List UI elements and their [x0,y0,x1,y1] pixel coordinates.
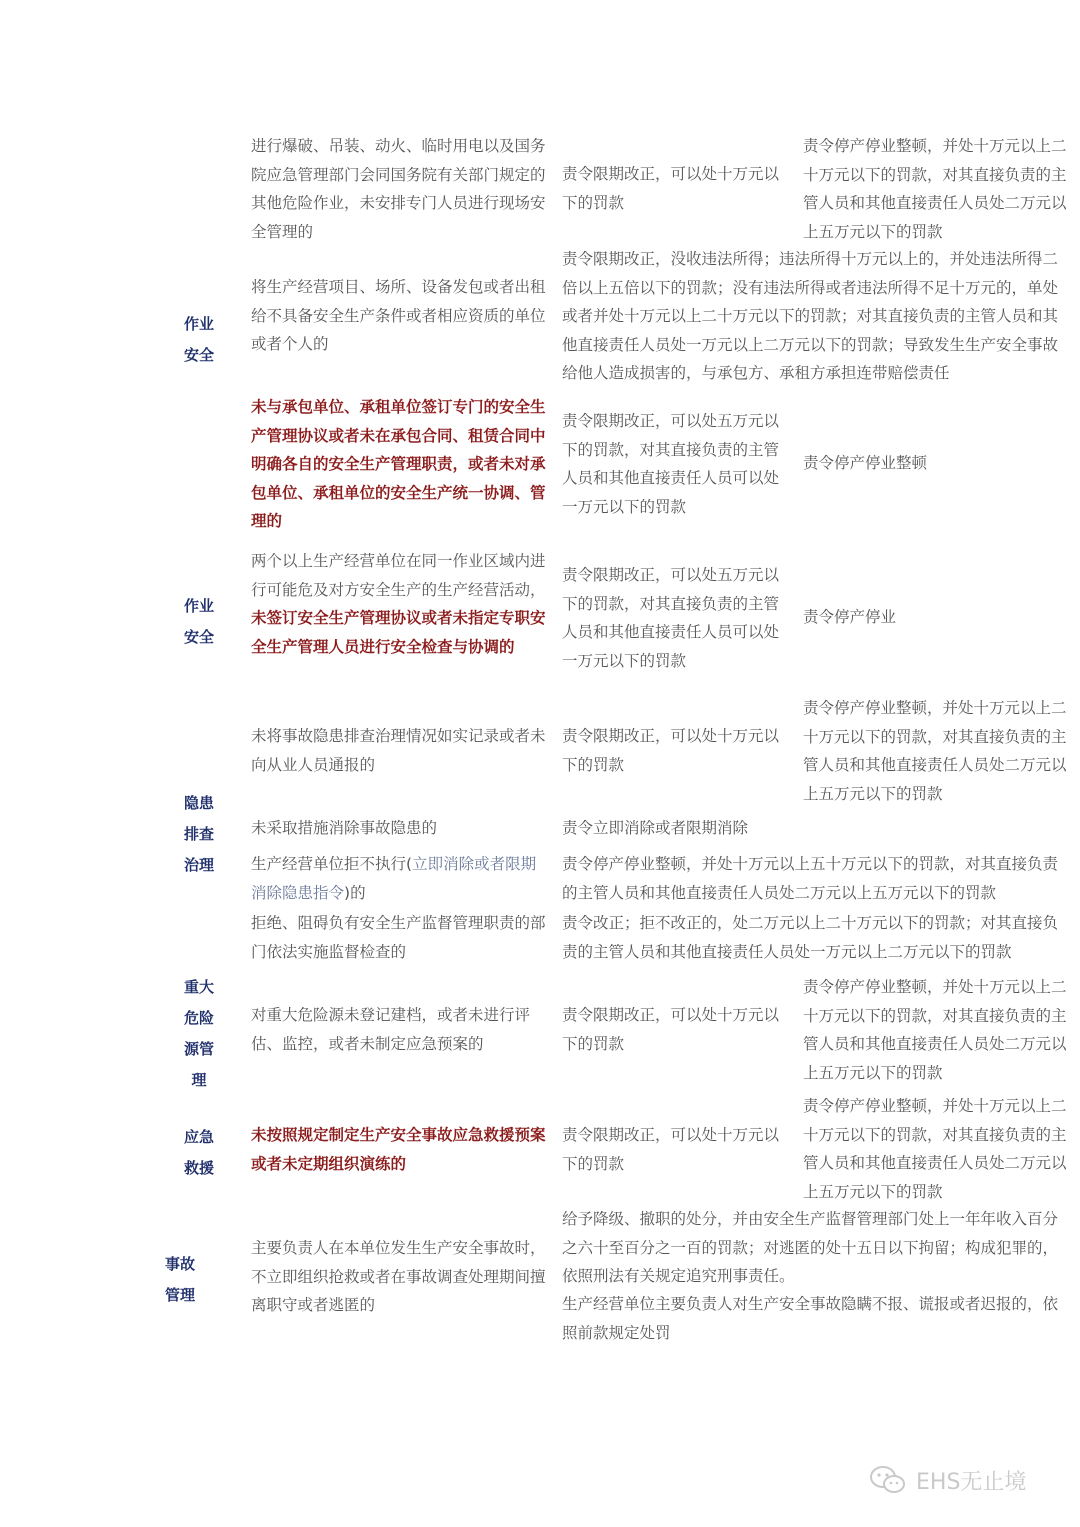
penalty-text: 责令停产停业整顿，并处十万元以上二十万元以下的罚款，对其直接负责的主管人员和其他直接责任人员处二万元以上五万元以下的罚款 [803,699,1067,803]
penalty-text: 责令限期改正，可以处十万元以下的罚款 [562,727,780,774]
category-label: 重大 危险 源管 理 [183,978,214,1089]
category-label: 应急 救援 [183,1128,214,1177]
penalty-text: 责令停产停业整顿，并处十万元以上二十万元以下的罚款，对其直接负责的主管人员和其他直接责任人员处二万元以上五万元以下的罚款 [803,137,1067,241]
penalty-text: 责令停产停业整顿，并处十万元以上二十万元以下的罚款，对其直接负责的主管人员和其他直接责任人员处二万元以上五万元以下的罚款 [803,978,1067,1082]
category-label: 隐患 排查 治理 [183,794,214,874]
violation-text: 未将事故隐患排查治理情况如实记录或者未向从业人员通报的 [251,727,546,774]
watermark-text: EHS无止境 [916,1469,1027,1495]
penalty-text: 责令停产停业整顿 [803,454,928,472]
violation-text: 对重大危险源未登记建档，或者未进行评估、监控，或者未制定应急预案的 [251,1006,531,1053]
penalty-text: 责令限期改正，没收违法所得；违法所得十万元以上的，并处违法所得二倍以上五倍以下的罚款；没有违法所得或者违法所得不足十万元的，单处或者并处十万元以上二十万元以下的罚款；对其直接负责的主管人员和其他直接责任人员处一万元以上二万元以下的罚款；导致发生生产安全事故给他人造成损害的，与承包方、承租方承担连带赔偿责任 [562,250,1059,382]
wechat-icon [868,1464,908,1496]
violation-text: 进行爆破、吊装、动火、临时用电以及国务院应急管理部门会同国务院有关部门规定的其他危险作业，未安排专门人员进行现场安全管理的 [251,137,546,241]
penalty-text: 责令限期改正，可以处十万元以下的罚款 [562,165,780,212]
violation-text: 主要负责人在本单位发生生产安全事故时，不立即组织抢救或者在事故调查处理期间擅离职守或者逃匿的 [251,1239,546,1314]
penalty-text: 责令停产停业整顿，并处十万元以上二十万元以下的罚款，对其直接负责的主管人员和其他直接责任人员处二万元以上五万元以下的罚款 [803,1097,1067,1201]
watermark [868,1460,1026,1500]
violation-text: 未与承包单位、承租单位签订专门的安全生产管理协议或者未在承包合同、租赁合同中明确各自的安全生产管理职责，或者未对承包单位、承租单位的安全生产统一协调、管理的 [251,398,546,530]
violation-text: 未采取措施消除事故隐患的 [251,819,438,837]
penalty-text: 责令限期改正，可以处十万元以下的罚款 [562,1006,780,1053]
violation-text: 未按照规定制定生产安全事故应急救援预案或者未定期组织演练的 [251,1126,546,1173]
violation-text: 拒绝、阻碍负有安全生产监督管理职责的部门依法实施监督检查的 [251,914,546,961]
violation-text: 生产经营单位拒不执行(立即消除或者限期消除隐患指令)的 [251,855,537,902]
penalty-text: 责令停产停业整顿，并处十万元以上五十万元以下的罚款，对其直接负责的主管人员和其他直接责任人员处二万元以上五万元以下的罚款 [562,855,1059,902]
penalty-text: 给予降级、撤职的处分，并由安全生产监督管理部门处上一年年收入百分之六十至百分之一百的罚款；对逃匿的处十五日以下拘留；构成犯罪的，依照刑法有关规定追究刑事责任。 [562,1210,1059,1285]
penalty-text: 责令限期改正，可以处十万元以下的罚款 [562,1126,780,1173]
category-label: 作业 安全 [183,315,214,364]
penalty-text: 责令停产停业 [803,608,897,626]
violation-text: 将生产经营项目、场所、设备发包或者出租给不具备安全生产条件或者相应资质的单位或者个人的 [251,278,546,353]
penalty-text: 责令限期改正，可以处五万元以下的罚款，对其直接负责的主管人员和其他直接责任人员可以处一万元以下的罚款 [562,566,780,670]
penalty-text: 责令立即消除或者限期消除 [562,819,749,837]
penalty-text: 责令限期改正，可以处五万元以下的罚款，对其直接负责的主管人员和其他直接责任人员可以处一万元以下的罚款 [562,412,780,516]
category-label: 作业 安全 [183,597,214,646]
penalty-text: 责令改正；拒不改正的，处二万元以上二十万元以下的罚款；对其直接负责的主管人员和其他直接责任人员处一万元以上二万元以下的罚款 [562,914,1059,961]
category-label: 事故 管理 [164,1255,195,1304]
penalty-text: 生产经营单位主要负责人对生产安全事故隐瞒不报、谎报或者迟报的，依照前款规定处罚 [562,1295,1059,1342]
violation-text: 两个以上生产经营单位在同一作业区域内进行可能危及对方安全生产的生产经营活动，未签订安全生产管理协议或者未指定专职安全生产管理人员进行安全检查与协调的 [251,552,546,656]
